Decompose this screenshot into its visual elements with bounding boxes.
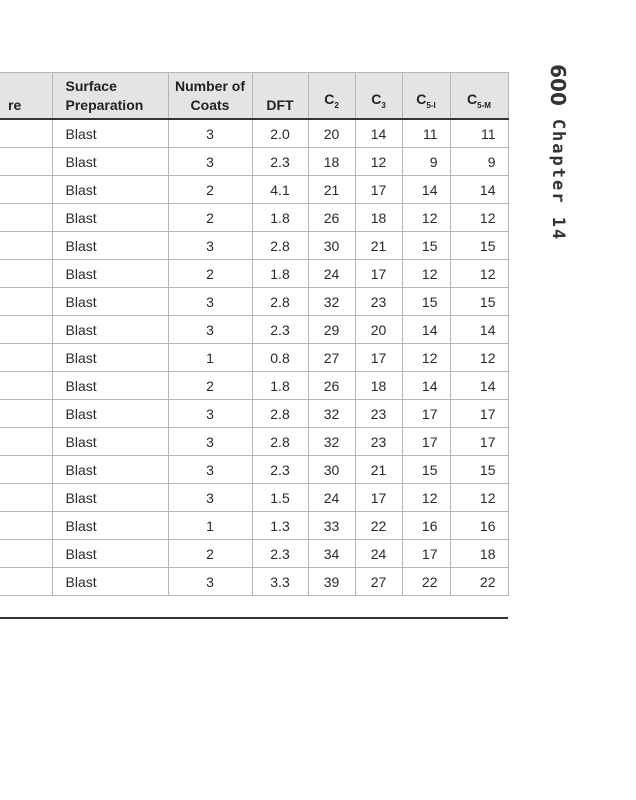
table-header-row <box>0 73 508 120</box>
truncated-cell <box>0 260 52 288</box>
coating-table-container <box>0 72 508 596</box>
dft-cell: 2.3 <box>252 316 308 344</box>
number-of-coats-cell: 3 <box>168 316 252 344</box>
c3-cell: 21 <box>355 232 402 260</box>
truncated-cell <box>0 484 52 512</box>
truncated-cell <box>0 456 52 484</box>
c5-i-cell: 15 <box>402 232 450 260</box>
table-row <box>0 344 508 372</box>
c5-i-cell: 12 <box>402 484 450 512</box>
number-of-coats-cell: 2 <box>168 176 252 204</box>
truncated-cell <box>0 232 52 260</box>
c2-cell: 39 <box>308 568 355 596</box>
table-row <box>0 568 508 596</box>
c2-cell: 30 <box>308 232 355 260</box>
c5-m-cell: 18 <box>450 540 508 568</box>
truncated-cell <box>0 288 52 316</box>
surface-preparation-cell: Blast <box>52 204 168 232</box>
number-of-coats-cell: 3 <box>168 148 252 176</box>
column-header-number-of-coats: Number of Coats <box>168 73 252 120</box>
c3-cell: 27 <box>355 568 402 596</box>
truncated-cell <box>0 400 52 428</box>
c5-i-cell: 12 <box>402 204 450 232</box>
c5-i-cell: 22 <box>402 568 450 596</box>
truncated-cell <box>0 372 52 400</box>
dft-cell: 2.8 <box>252 428 308 456</box>
c5-m-cell: 12 <box>450 344 508 372</box>
dft-cell: 1.3 <box>252 512 308 540</box>
dft-cell: 2.8 <box>252 288 308 316</box>
c3-cell: 14 <box>355 119 402 148</box>
dft-cell: 0.8 <box>252 344 308 372</box>
table-row <box>0 540 508 568</box>
table-row <box>0 400 508 428</box>
number-of-coats-cell: 3 <box>168 484 252 512</box>
dft-cell: 2.3 <box>252 456 308 484</box>
table-row <box>0 232 508 260</box>
c2-cell: 20 <box>308 119 355 148</box>
number-of-coats-cell: 3 <box>168 400 252 428</box>
chapter-label: Chapter 14 <box>548 118 568 242</box>
dft-cell: 2.8 <box>252 232 308 260</box>
number-of-coats-cell: 3 <box>168 119 252 148</box>
dft-cell: 1.5 <box>252 484 308 512</box>
surface-preparation-cell: Blast <box>52 176 168 204</box>
c3-cell: 24 <box>355 540 402 568</box>
surface-preparation-cell: Blast <box>52 232 168 260</box>
column-header-dft: DFT <box>252 73 308 120</box>
truncated-cell <box>0 428 52 456</box>
dft-cell: 2.8 <box>252 400 308 428</box>
c3-cell: 23 <box>355 288 402 316</box>
c5-i-cell: 9 <box>402 148 450 176</box>
surface-preparation-cell: Blast <box>52 316 168 344</box>
c2-cell: 29 <box>308 316 355 344</box>
c3-cell: 23 <box>355 400 402 428</box>
table-row <box>0 428 508 456</box>
surface-preparation-cell: Blast <box>52 568 168 596</box>
c2-cell: 21 <box>308 176 355 204</box>
table-row <box>0 148 508 176</box>
surface-preparation-cell: Blast <box>52 260 168 288</box>
truncated-cell <box>0 316 52 344</box>
c5-i-cell: 17 <box>402 428 450 456</box>
truncated-cell <box>0 540 52 568</box>
c3-cell: 18 <box>355 204 402 232</box>
truncated-cell <box>0 568 52 596</box>
truncated-cell <box>0 344 52 372</box>
column-header-c2: $C_2$ <box>308 73 355 120</box>
number-of-coats-cell: 2 <box>168 372 252 400</box>
surface-preparation-cell: Blast <box>52 512 168 540</box>
c5-m-cell: 15 <box>450 232 508 260</box>
table-row <box>0 176 508 204</box>
dft-cell: 1.8 <box>252 260 308 288</box>
c3-cell: 17 <box>355 176 402 204</box>
truncated-cell <box>0 148 52 176</box>
c5-i-cell: 17 <box>402 400 450 428</box>
c5-m-cell: 14 <box>450 176 508 204</box>
c2-cell: 24 <box>308 484 355 512</box>
c5-m-cell: 12 <box>450 204 508 232</box>
c3-cell: 20 <box>355 316 402 344</box>
surface-preparation-cell: Blast <box>52 428 168 456</box>
surface-preparation-cell: Blast <box>52 484 168 512</box>
c3-cell: 23 <box>355 428 402 456</box>
c5-m-cell: 12 <box>450 260 508 288</box>
column-header-c5-i: $C_{5-I}$ <box>402 73 450 120</box>
c5-m-cell: 12 <box>450 484 508 512</box>
c2-cell: 32 <box>308 288 355 316</box>
surface-preparation-cell: Blast <box>52 344 168 372</box>
c5-m-cell: 14 <box>450 372 508 400</box>
table-row <box>0 484 508 512</box>
surface-preparation-cell: Blast <box>52 148 168 176</box>
number-of-coats-cell: 1 <box>168 344 252 372</box>
c5-i-cell: 15 <box>402 456 450 484</box>
c5-m-cell: 15 <box>450 456 508 484</box>
table-row <box>0 456 508 484</box>
c5-m-cell: 9 <box>450 148 508 176</box>
number-of-coats-cell: 3 <box>168 568 252 596</box>
c2-cell: 27 <box>308 344 355 372</box>
surface-preparation-cell: Blast <box>52 400 168 428</box>
c5-m-cell: 14 <box>450 316 508 344</box>
table-row <box>0 119 508 148</box>
column-header-c5-m: $C_{5-M}$ <box>450 73 508 120</box>
coating-table <box>0 72 509 596</box>
dft-cell: 4.1 <box>252 176 308 204</box>
column-header-truncated: re <box>0 73 52 120</box>
number-of-coats-cell: 2 <box>168 540 252 568</box>
c3-cell: 18 <box>355 372 402 400</box>
c3-cell: 17 <box>355 344 402 372</box>
table-row <box>0 316 508 344</box>
number-of-coats-cell: 3 <box>168 288 252 316</box>
column-header-surface-preparation: Surface Preparation <box>52 73 168 120</box>
surface-preparation-cell: Blast <box>52 372 168 400</box>
c5-i-cell: 12 <box>402 260 450 288</box>
number-of-coats-cell: 3 <box>168 428 252 456</box>
c2-cell: 24 <box>308 260 355 288</box>
c5-i-cell: 14 <box>402 372 450 400</box>
dft-cell: 2.3 <box>252 148 308 176</box>
c2-cell: 26 <box>308 372 355 400</box>
c3-cell: 22 <box>355 512 402 540</box>
c2-cell: 26 <box>308 204 355 232</box>
truncated-cell <box>0 119 52 148</box>
c2-cell: 33 <box>308 512 355 540</box>
table-row <box>0 512 508 540</box>
c5-i-cell: 15 <box>402 288 450 316</box>
dft-cell: 2.3 <box>252 540 308 568</box>
number-of-coats-cell: 2 <box>168 204 252 232</box>
c3-cell: 21 <box>355 456 402 484</box>
surface-preparation-cell: Blast <box>52 288 168 316</box>
number-of-coats-cell: 3 <box>168 232 252 260</box>
table-row <box>0 288 508 316</box>
c5-m-cell: 11 <box>450 119 508 148</box>
c3-cell: 17 <box>355 484 402 512</box>
dft-cell: 1.8 <box>252 372 308 400</box>
c3-cell: 17 <box>355 260 402 288</box>
column-header-c3: $C_3$ <box>355 73 402 120</box>
dft-cell: 2.0 <box>252 119 308 148</box>
table-body <box>0 119 508 596</box>
c5-i-cell: 17 <box>402 540 450 568</box>
table-row <box>0 372 508 400</box>
c5-i-cell: 11 <box>402 119 450 148</box>
truncated-cell <box>0 176 52 204</box>
table-bottom-rule <box>0 617 508 619</box>
table-row <box>0 204 508 232</box>
dft-cell: 3.3 <box>252 568 308 596</box>
page-number: 600 <box>546 64 570 106</box>
c5-m-cell: 17 <box>450 400 508 428</box>
c5-i-cell: 12 <box>402 344 450 372</box>
truncated-cell <box>0 204 52 232</box>
c2-cell: 32 <box>308 400 355 428</box>
surface-preparation-cell: Blast <box>52 119 168 148</box>
c2-cell: 18 <box>308 148 355 176</box>
surface-preparation-cell: Blast <box>52 540 168 568</box>
number-of-coats-cell: 2 <box>168 260 252 288</box>
c3-cell: 12 <box>355 148 402 176</box>
c5-i-cell: 14 <box>402 316 450 344</box>
c5-m-cell: 22 <box>450 568 508 596</box>
c2-cell: 30 <box>308 456 355 484</box>
c5-i-cell: 16 <box>402 512 450 540</box>
c5-m-cell: 15 <box>450 288 508 316</box>
dft-cell: 1.8 <box>252 204 308 232</box>
number-of-coats-cell: 3 <box>168 456 252 484</box>
truncated-cell <box>0 512 52 540</box>
table-row <box>0 260 508 288</box>
c5-m-cell: 17 <box>450 428 508 456</box>
c5-i-cell: 14 <box>402 176 450 204</box>
c2-cell: 32 <box>308 428 355 456</box>
number-of-coats-cell: 1 <box>168 512 252 540</box>
surface-preparation-cell: Blast <box>52 456 168 484</box>
c5-m-cell: 16 <box>450 512 508 540</box>
c2-cell: 34 <box>308 540 355 568</box>
